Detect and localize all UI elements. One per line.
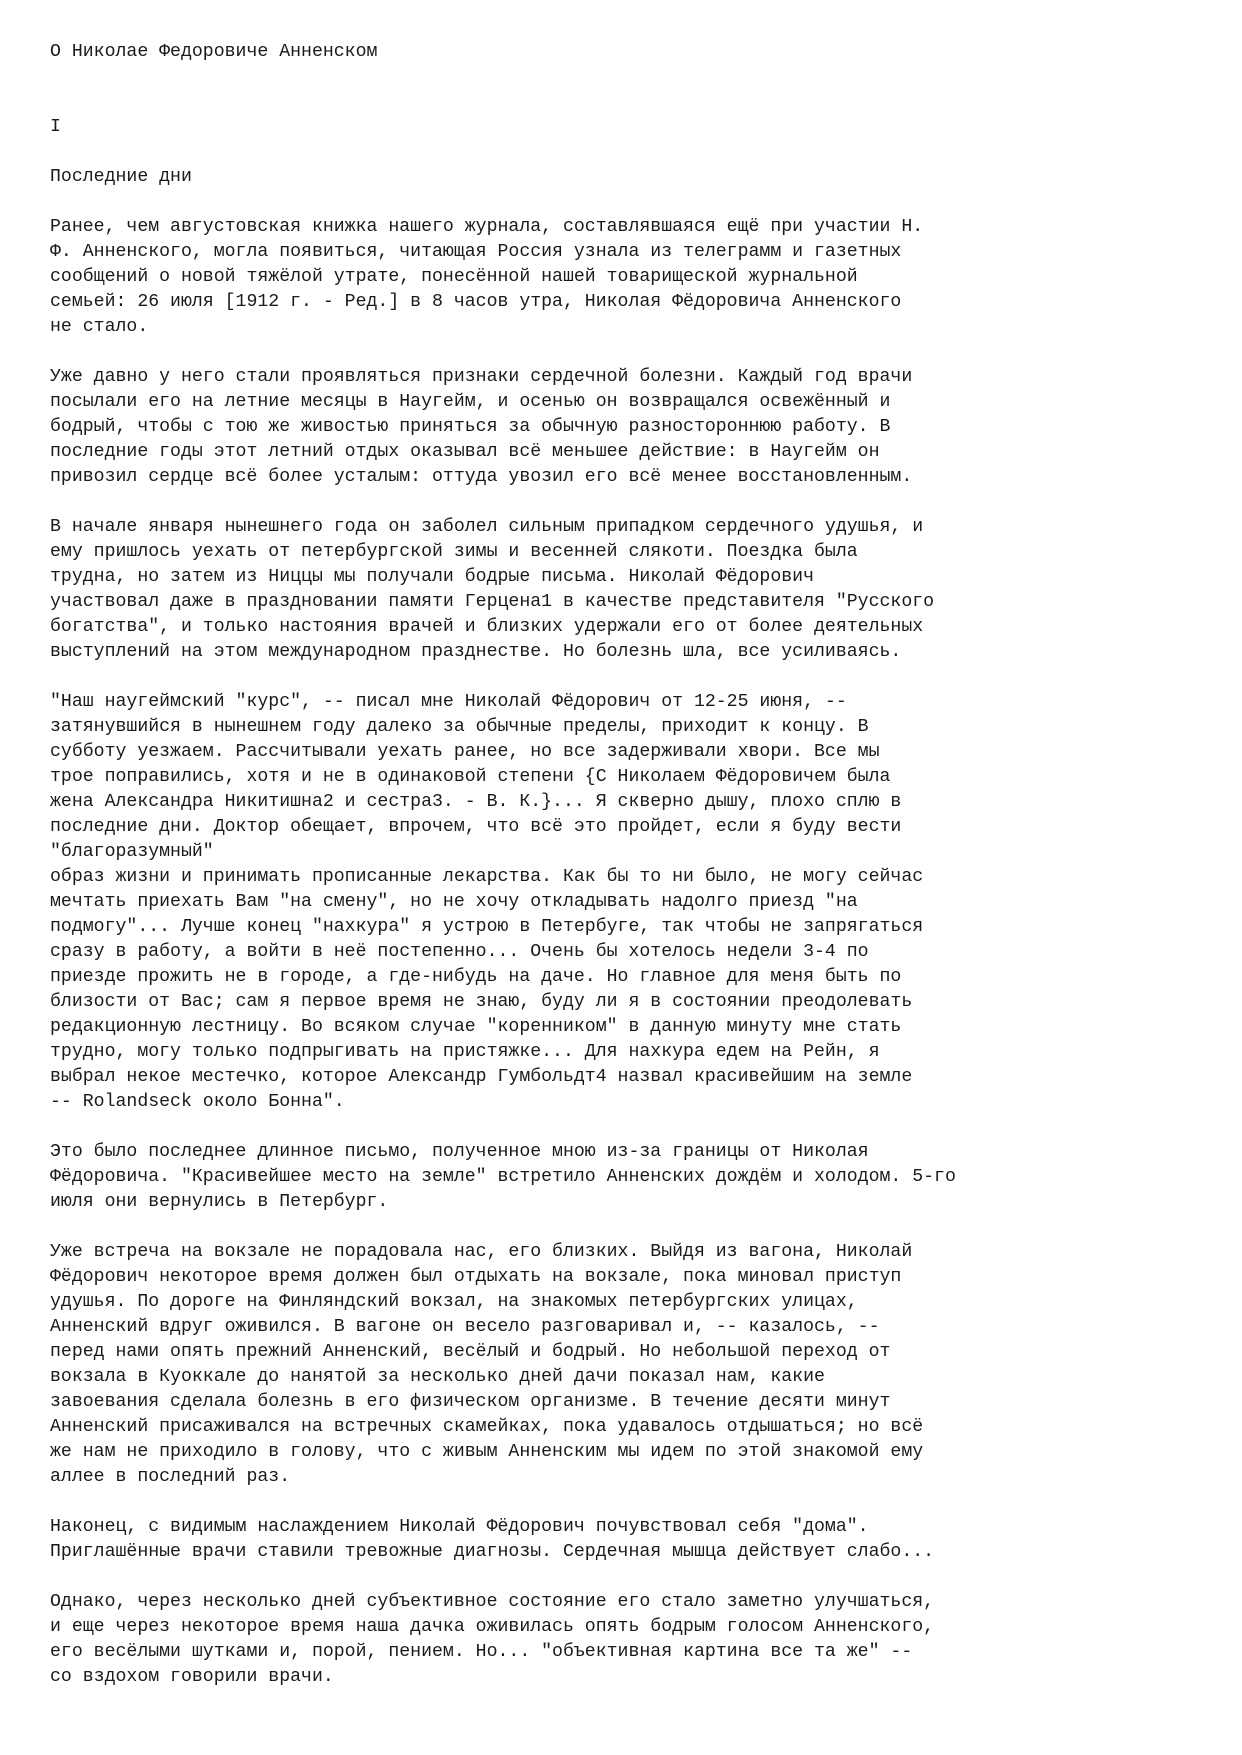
text-line: редакционную лестницу. Во всяком случае "коренником" в данную минуту мне стать	[50, 1017, 902, 1037]
paragraph	[50, 515, 1200, 665]
spacer	[50, 665, 1200, 690]
text-line: Это было последнее длинное письмо, полученное мною из-за границы от Николая	[50, 1142, 869, 1162]
text-line: же нам не приходило в голову, что с живым Анненским мы идем по этой знакомой ему	[50, 1442, 924, 1462]
text-line: Приглашённые врачи ставили тревожные диагнозы. Сердечная мышца действует слабо...	[50, 1542, 935, 1562]
text-line: приезде прожить не в городе, а где-нибудь на даче. Но главное для меня быть по	[50, 967, 902, 987]
text-line: жена Александра Никитишна2 и сестра3. - В. К.}... Я скверно дышу, плохо сплю в	[50, 792, 902, 812]
paragraph	[50, 1590, 1200, 1690]
text-line: его весёлыми шутками и, порой, пением. Но... "объективная картина все та же" --	[50, 1642, 913, 1662]
paragraph	[50, 690, 1200, 1115]
paragraph	[50, 215, 1200, 340]
text-line: Анненский присаживался на встречных скамейках, пока удавалось отдышаться; но всё	[50, 1417, 924, 1437]
text-line: богатства", и только настояния врачей и близких удержали его от более деятельных	[50, 617, 924, 637]
spacer	[50, 1215, 1200, 1240]
text-line: субботу уезжаем. Рассчитывали уехать ранее, но все задерживали хвори. Все мы	[50, 742, 880, 762]
text-line: трое поправились, хотя и не в одинаковой степени {С Николаем Фёдоровичем была	[50, 767, 891, 787]
text-line: ему пришлось уехать от петербургской зимы и весенней слякоти. Поездка была	[50, 542, 858, 562]
text-line: -- Rolandseck около Бонна".	[50, 1092, 345, 1112]
text-line: Уже встреча на вокзале не порадовала нас, его близких. Выйдя из вагона, Николай	[50, 1242, 913, 1262]
paragraph	[50, 1515, 1200, 1565]
text-line: Ф. Анненского, могла появиться, читающая Россия узнала из телеграмм и газетных	[50, 242, 902, 262]
text-line: мечтать приехать Вам "на смену", но не хочу откладывать надолго приезд "на	[50, 892, 858, 912]
text-line: сообщений о новой тяжёлой утрате, понесённой нашей товарищеской журнальной	[50, 267, 858, 287]
section-title: Последние дни	[50, 167, 192, 187]
text-line: завоевания сделала болезнь в его физическом организме. В течение десяти минут	[50, 1392, 891, 1412]
text-line: последние дни. Доктор обещает, впрочем, что всё это пройдет, если я буду вести	[50, 817, 902, 837]
text-line: В начале января нынешнего года он заболел сильным припадком сердечного удушья, и	[50, 517, 924, 537]
paragraph	[50, 365, 1200, 490]
text-line: "Наш наугеймский "курс", -- писал мне Николай Фёдорович от 12-25 июня, --	[50, 692, 847, 712]
spacer	[50, 1115, 1200, 1140]
text-line: Однако, через несколько дней субъективное состояние его стало заметно улучшаться,	[50, 1592, 935, 1612]
paragraph	[50, 1240, 1200, 1490]
text-line: выступлений на этом международном празднестве. Но болезнь шла, все усиливаясь.	[50, 642, 902, 662]
text-line: семьей: 26 июля [1912 г. - Ред.] в 8 часов утра, Николая Фёдоровича Анненского	[50, 292, 902, 312]
spacer	[50, 340, 1200, 365]
text-line: подмогу"... Лучше конец "нахкура" я устрою в Петербуге, так чтобы не запрягаться	[50, 917, 924, 937]
text-line: Уже давно у него стали проявляться признаки сердечной болезни. Каждый год врачи	[50, 367, 913, 387]
text-line: близости от Вас; сам я первое время не знаю, буду ли я в состоянии преодолевать	[50, 992, 913, 1012]
spacer	[50, 190, 1200, 215]
text-line: июля они вернулись в Петербург.	[50, 1192, 389, 1212]
text-line: трудна, но затем из Ниццы мы получали бодрые письма. Николай Фёдорович	[50, 567, 814, 587]
text-line: сразу в работу, а войти в неё постепенно... Очень бы хотелось недели 3-4 по	[50, 942, 869, 962]
text-line: Фёдорович некоторое время должен был отдыхать на вокзале, пока миновал приступ	[50, 1267, 902, 1287]
text-line: участвовал даже в праздновании памяти Герцена1 в качестве представителя "Русского	[50, 592, 935, 612]
text-line: бодрый, чтобы с тою же живостью приняться за обычную разностороннюю работу. В	[50, 417, 891, 437]
text-line: перед нами опять прежний Анненский, весёлый и бодрый. Но небольшой переход от	[50, 1342, 891, 1362]
text-line: образ жизни и принимать прописанные лекарства. Как бы то ни было, не могу сейчас	[50, 867, 924, 887]
text-line: Наконец, с видимым наслаждением Николай Фёдорович почувствовал себя "дома".	[50, 1517, 869, 1537]
spacer	[50, 490, 1200, 515]
text-line: посылали его на летние месяцы в Наугейм, и осенью он возвращался освежённый и	[50, 392, 891, 412]
text-line: и еще через некоторое время наша дачка оживилась опять бодрым голосом Анненского,	[50, 1617, 935, 1637]
spacer	[50, 1490, 1200, 1515]
body-text	[50, 215, 1200, 1690]
text-line: выбрал некое местечко, которое Александр Гумбольдт4 назвал красивейшим на земле	[50, 1067, 913, 1087]
text-line: Фёдоровича. "Красивейшее место на земле" встретило Анненских дождём и холодом. 5-го	[50, 1167, 956, 1187]
section-number: I	[50, 117, 61, 137]
text-line: вокзала в Куоккале до нанятой за несколько дней дачи показал нам, какие	[50, 1367, 825, 1387]
text-line: трудно, могу только подпрыгивать на пристяжке... Для нахкура едем на Рейн, я	[50, 1042, 880, 1062]
text-line: Анненский вдруг оживился. В вагоне он весело разговаривал и, -- казалось, --	[50, 1317, 880, 1337]
paragraph	[50, 1140, 1200, 1215]
text-line: последние годы этот летний отдых оказывал всё меньшее действие: в Наугейм он	[50, 442, 880, 462]
document-page	[50, 40, 1200, 1690]
spacer	[50, 140, 1200, 165]
text-line: аллее в последний раз.	[50, 1467, 291, 1487]
text-line: не стало.	[50, 317, 149, 337]
text-line: удушья. По дороге на Финляндский вокзал, на знакомых петербургских улицах,	[50, 1292, 858, 1312]
text-line: затянувшийся в нынешнем году далеко за обычные пределы, приходит к концу. В	[50, 717, 869, 737]
text-line: "благоразумный"	[50, 842, 214, 862]
text-line: привозил сердце всё более усталым: оттуда увозил его всё менее восстановленным.	[50, 467, 913, 487]
text-line: со вздохом говорили врачи.	[50, 1667, 334, 1687]
text-line: Ранее, чем августовская книжка нашего журнала, составлявшаяся ещё при участии Н.	[50, 217, 924, 237]
spacer	[50, 1565, 1200, 1590]
document-title: О Николае Федоровиче Анненском	[50, 42, 378, 62]
